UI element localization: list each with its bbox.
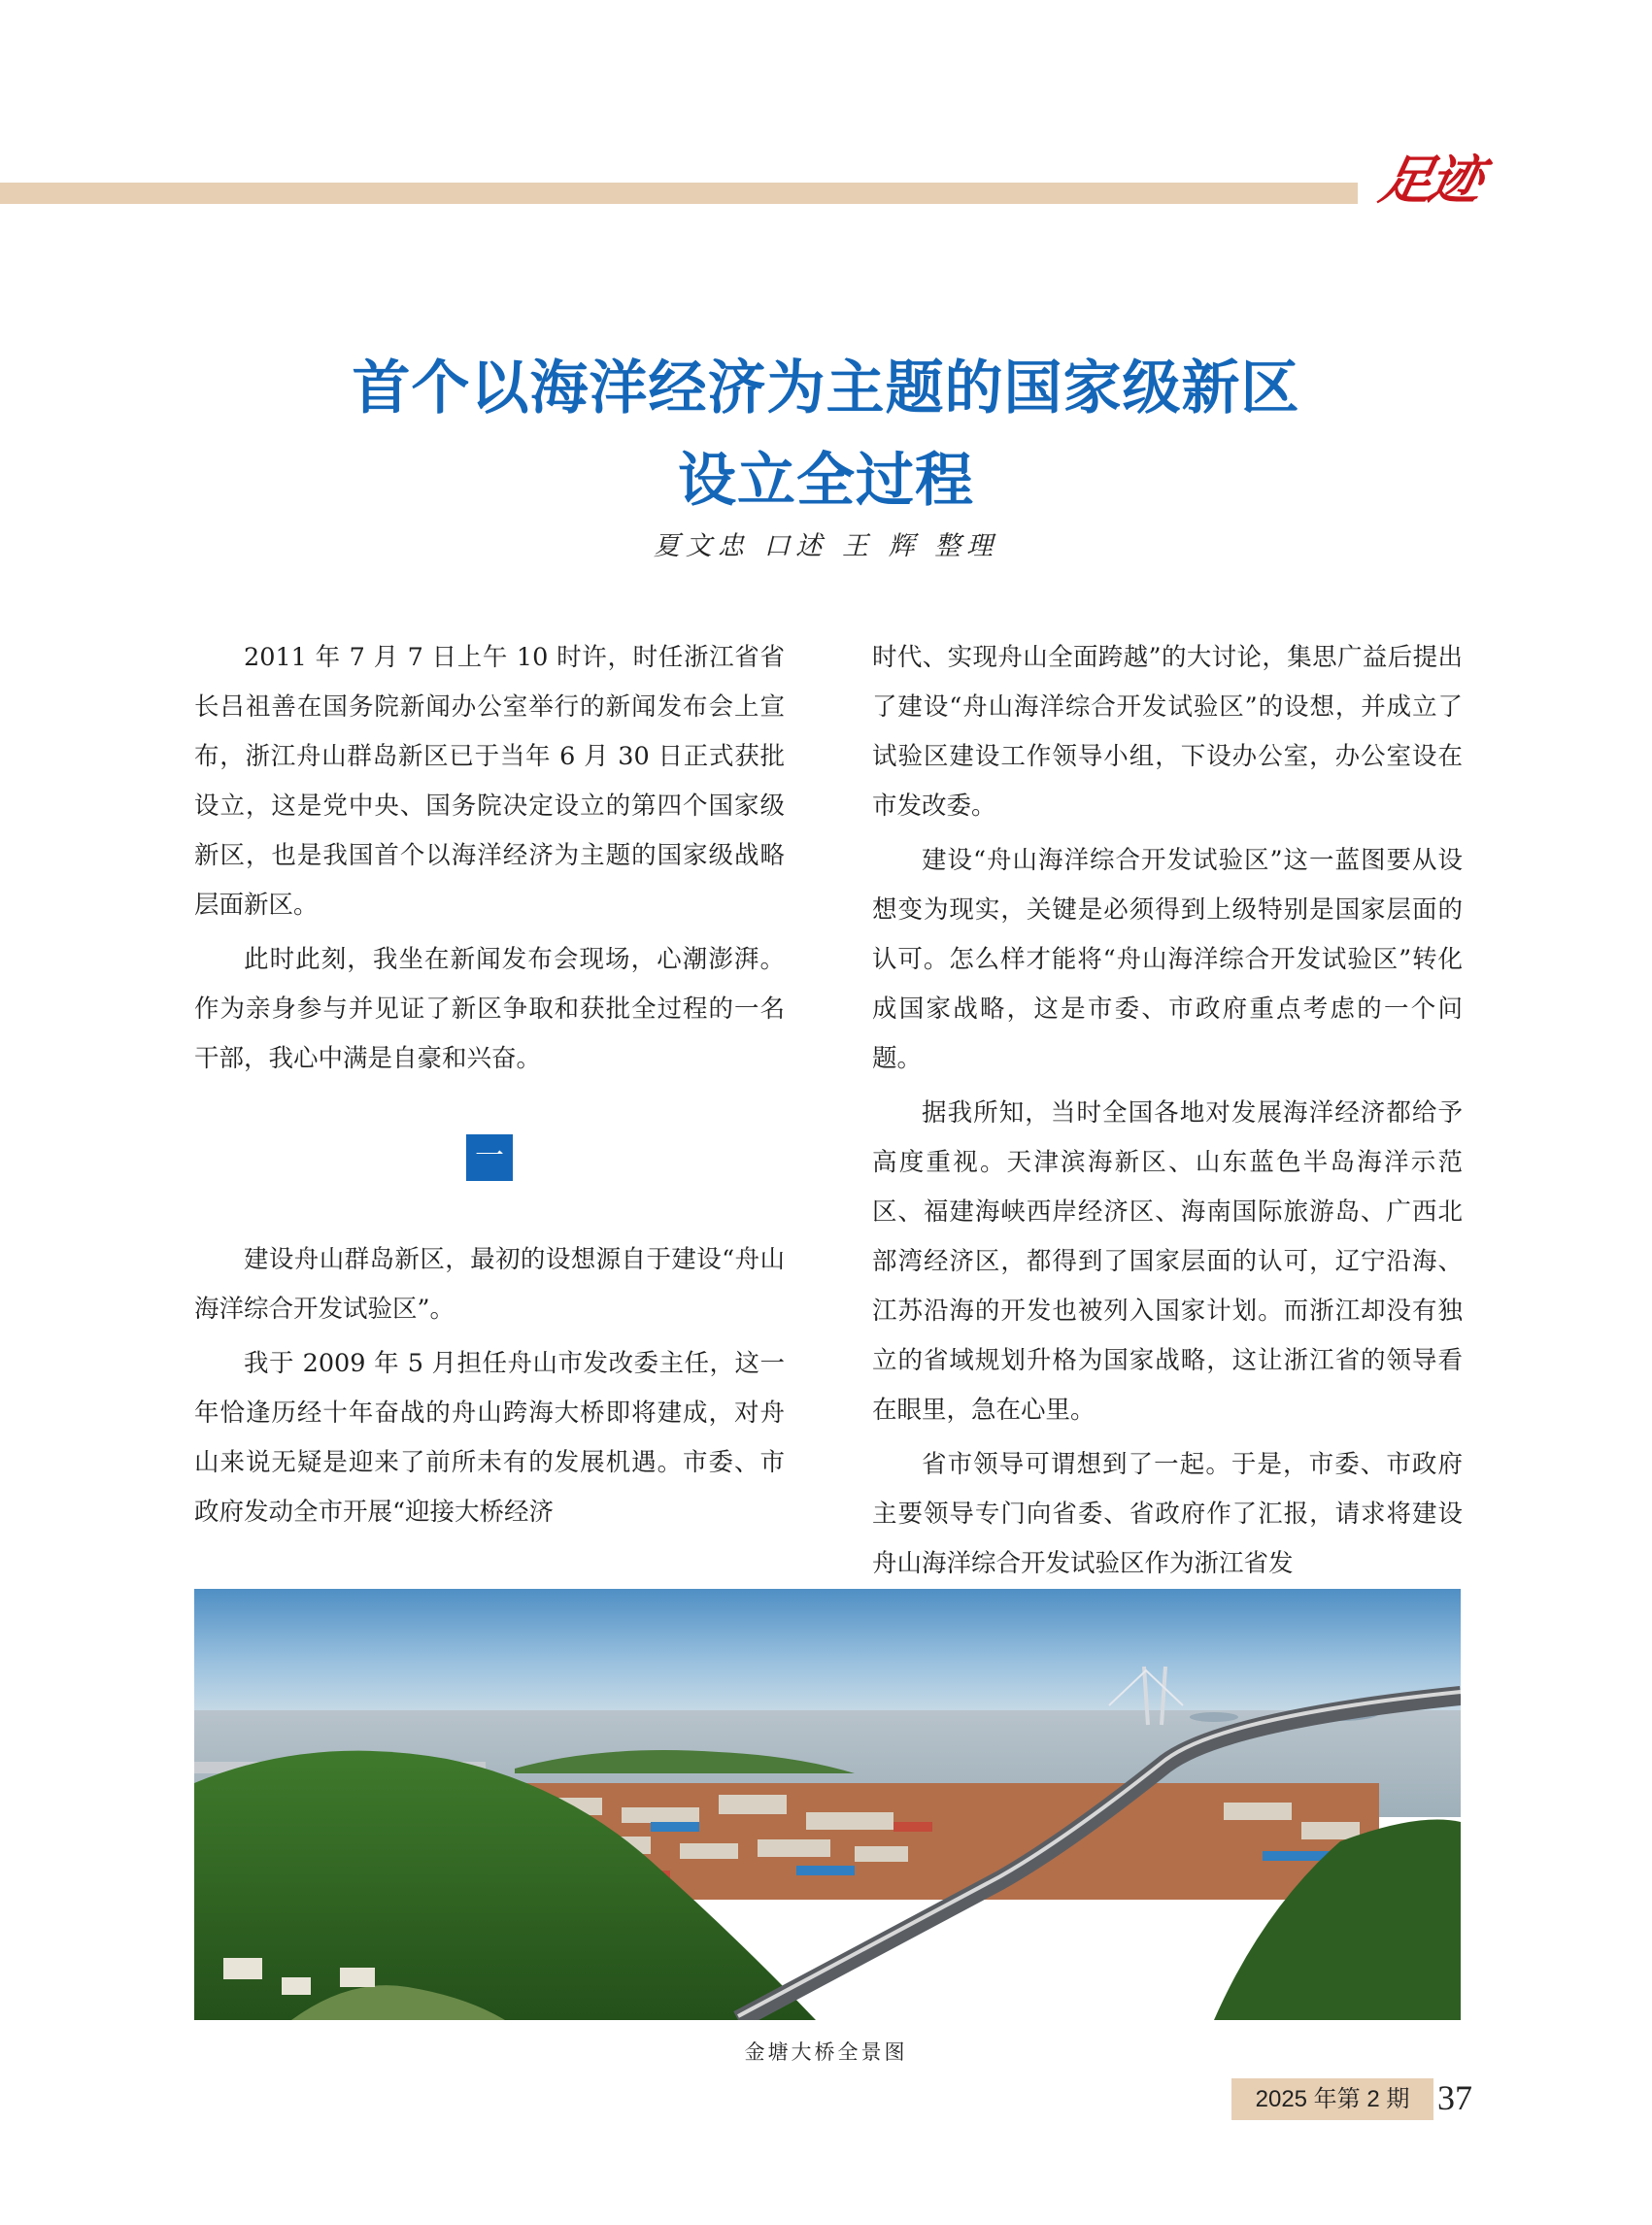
left-column — [194, 633, 785, 1542]
section-number: 一 — [475, 1139, 504, 1173]
paragraph: 省市领导可谓想到了一起。于是，市委、市政府主要领导专门向省委、省政府作了汇报，请求将建设舟山海洋综合开发试验区作为浙江省发 — [872, 1450, 1463, 1578]
bridge-panorama-photo — [194, 1589, 1461, 2020]
bridge-photo-illustration — [194, 1589, 1461, 2020]
photo-caption: 金塘大桥全景图 — [744, 2040, 908, 2064]
paragraph: 建设“舟山海洋综合开发试验区”这一蓝图要从设想变为现实，关键是必须得到上级特别是国家层面的认可。怎么样才能将“舟山海洋综合开发试验区”转化成国家战略，这是市委、市政府重点考虑的一个问题。 — [872, 846, 1463, 1073]
paragraph: 据我所知，当时全国各地对发展海洋经济都给予高度重视。天津滨海新区、山东蓝色半岛海洋示范区、福建海峡西岸经济区、海南国际旅游岛、广西北部湾经济区，都得到了国家层面的认可，辽宁沿海、江苏沿海的开发也被列入国家计划。而浙江却没有独立的省域规划升格为国家战略，这让浙江省的领导看在眼里，急在心里。 — [872, 1098, 1463, 1425]
right-column — [872, 633, 1463, 1594]
byline: 夏文忠 口述 王 辉 整理 — [653, 531, 999, 561]
paragraph: 此时此刻，我坐在新闻发布会现场，心潮澎湃。作为亲身参与并见证了新区争取和获批全过程的一名干部，我心中满是自豪和兴奋。 — [194, 945, 785, 1073]
issue-label: 2025 年第 2 期 — [1231, 2078, 1433, 2120]
paragraph: 我于 2009 年 5 月担任舟山市发改委主任，这一年恰逢历经十年奋战的舟山跨海大桥即将建成，对舟山来说无疑是迎来了前所未有的发展机遇。市委、市政府发动全市开展“迎接大桥经济 — [194, 1349, 785, 1527]
section-marker — [466, 1134, 513, 1181]
header-band — [0, 183, 1358, 204]
column-logo: 足迹 — [1374, 149, 1485, 211]
paragraph: 建设舟山群岛新区，最初的设想源自于建设“舟山海洋综合开发试验区”。 — [194, 1245, 785, 1324]
article-title-line2: 设立全过程 — [678, 447, 974, 515]
paragraph-continuation: 时代、实现舟山全面跨越”的大讨论，集思广益后提出了建设“舟山海洋综合开发试验区”的设想，并成立了试验区建设工作领导小组，下设办公室，办公室设在市发改委。 — [872, 643, 1463, 821]
page-number: 37 — [1437, 2078, 1472, 2117]
paragraph: 2011 年 7 月 7 日上午 10 时许，时任浙江省省长吕祖善在国务院新闻办公室举行的新闻发布会上宣布，浙江舟山群岛新区已于当年 6 月 30 日正式获批设立，这是党中央、国务院决定设立的第四个国家级新区，也是我国首个以海洋经济为主题的国家级战略层面新区。 — [194, 643, 785, 920]
article-title-line1: 首个以海洋经济为主题的国家级新区 — [352, 354, 1300, 422]
